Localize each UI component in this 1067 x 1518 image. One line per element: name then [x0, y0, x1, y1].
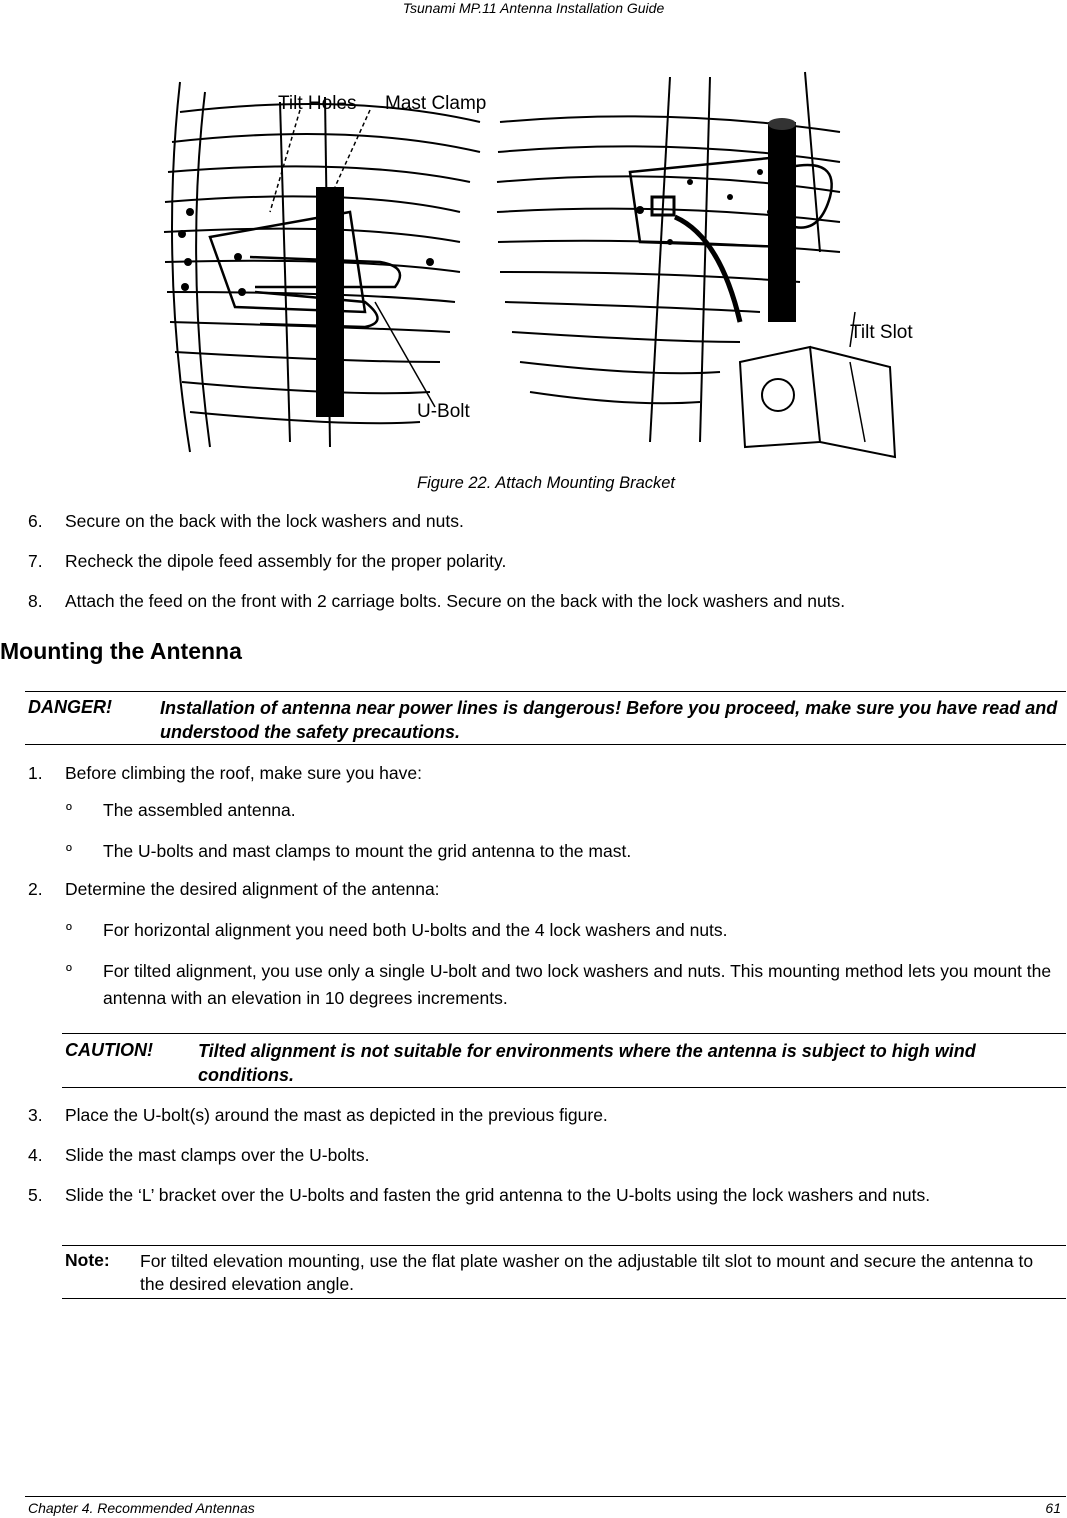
step-text: Secure on the back with the lock washers and nuts.: [65, 511, 464, 531]
mounting-bracket-figure: [150, 62, 930, 462]
list-item: [28, 588, 1058, 615]
list-item: [28, 760, 1058, 787]
list-item: [66, 917, 1066, 944]
list-item: [66, 797, 1066, 824]
caution-top-rule: [62, 1033, 1066, 1034]
danger-top-rule: [25, 691, 1066, 692]
step-text: Determine the desired alignment of the antenna:: [65, 879, 440, 899]
list-item: [28, 876, 1058, 903]
mounting-bracket-illustration: [150, 62, 930, 462]
bullet-marker: º: [66, 843, 72, 860]
bullet-marker: º: [66, 922, 72, 939]
step-number: 4.: [28, 1145, 43, 1165]
step-text: Attach the feed on the front with 2 carriage bolts. Secure on the back with the lock washers and nuts.: [65, 591, 846, 611]
figure-caption: Figure 22. Attach Mounting Bracket: [416, 474, 676, 492]
list-item: [28, 1102, 1058, 1129]
bullet-marker: º: [66, 802, 72, 819]
list-item: [66, 838, 1066, 865]
caution-bottom-rule: [62, 1087, 1066, 1088]
list-item: [28, 548, 1058, 575]
bullet-text: The assembled antenna.: [103, 800, 296, 820]
page-number: 61: [1045, 1500, 1061, 1516]
step-text: Before climbing the roof, make sure you have:: [65, 763, 422, 783]
bullet-text: For tilted alignment, you use only a single U-bolt and two lock washers and nuts. This mounting method lets you mount the antenna with an elevation in 10 degrees increments.: [103, 961, 1052, 1008]
bullet-text: The U-bolts and mast clamps to mount the grid antenna to the mast.: [103, 841, 632, 861]
step-number: 1.: [28, 763, 43, 783]
step-number: 7.: [28, 551, 43, 571]
step-number: 5.: [28, 1185, 43, 1205]
bullet-text: For horizontal alignment you need both U-bolts and the 4 lock washers and nuts.: [103, 920, 728, 940]
danger-bottom-rule: [25, 744, 1066, 745]
page-header: Tsunami MP.11 Antenna Installation Guide: [402, 0, 665, 16]
list-item: [28, 508, 1058, 535]
note-label: Note:: [65, 1250, 110, 1270]
note-text: For tilted elevation mounting, use the flat plate washer on the adjustable tilt slot to mount and secure the antenna to the desired elevation angle.: [140, 1251, 1034, 1294]
danger-text: Installation of antenna near power lines is dangerous! Before you proceed, make sure you have read and understood the safety precautions.: [160, 698, 1058, 742]
step-text: Slide the mast clamps over the U-bolts.: [65, 1145, 370, 1165]
tilt-slot-label: Tilt Slot: [850, 322, 913, 343]
note-top-rule: [62, 1245, 1066, 1246]
step-number: 3.: [28, 1105, 43, 1125]
danger-label: DANGER!: [28, 697, 112, 717]
list-item: [66, 958, 1066, 1012]
caution-text: Tilted alignment is not suitable for environments where the antenna is subject to high wind conditions.: [198, 1041, 976, 1085]
note-bottom-rule: [62, 1298, 1066, 1299]
footer-chapter: Chapter 4. Recommended Antennas: [28, 1500, 255, 1516]
mast-clamp-label: Mast Clamp: [385, 93, 487, 114]
tilt-holes-label: Tilt Holes: [278, 93, 357, 114]
section-title: Mounting the Antenna: [0, 638, 242, 664]
step-text: Place the U-bolt(s) around the mast as depicted in the previous figure.: [65, 1105, 608, 1125]
list-item: [28, 1142, 1058, 1169]
step-text: Recheck the dipole feed assembly for the proper polarity.: [65, 551, 507, 571]
step-number: 2.: [28, 879, 43, 899]
footer-rule: [25, 1496, 1066, 1497]
u-bolt-label: U-Bolt: [417, 401, 470, 422]
bullet-marker: º: [66, 963, 72, 980]
step-text: Slide the ‘L’ bracket over the U-bolts and fasten the grid antenna to the U-bolts using the lock washers and nuts.: [65, 1185, 931, 1205]
list-item: [28, 1182, 1058, 1236]
caution-label: CAUTION!: [65, 1040, 153, 1060]
step-number: 6.: [28, 511, 43, 531]
step-number: 8.: [28, 591, 43, 611]
